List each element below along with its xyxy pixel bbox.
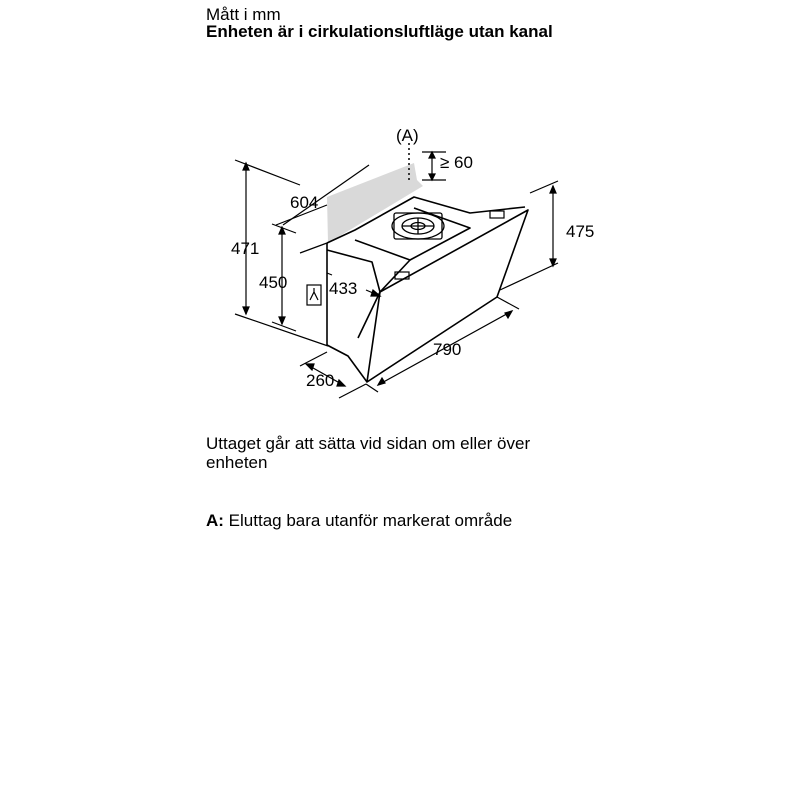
outlet-note: Uttaget går att sätta vid sidan om eller över enheten — [206, 434, 531, 472]
side-depth-label: 260 — [306, 371, 335, 390]
front-height-dimension — [500, 181, 558, 290]
inner-depth-label: 433 — [329, 279, 358, 298]
legend-text: Eluttag bara utanför markerat område — [223, 511, 513, 530]
electrical-outlet-icon — [307, 285, 321, 305]
units-label: Mått i mm — [206, 5, 281, 24]
clearance-label: ≥ 60 — [440, 153, 473, 172]
bracket — [490, 211, 504, 218]
page-title: Enheten är i cirkulationsluftläge utan kanal — [206, 22, 553, 41]
total-height-label: 471 — [231, 239, 260, 258]
legend — [206, 511, 512, 531]
front-height-label: 475 — [566, 222, 595, 241]
legend-key: A: — [206, 511, 224, 530]
height-label: 450 — [259, 273, 288, 292]
fan-motor-icon — [392, 213, 444, 239]
width-label: 604 — [290, 193, 319, 212]
front-width-label: 790 — [433, 340, 462, 359]
callout-label: (A) — [396, 126, 419, 145]
